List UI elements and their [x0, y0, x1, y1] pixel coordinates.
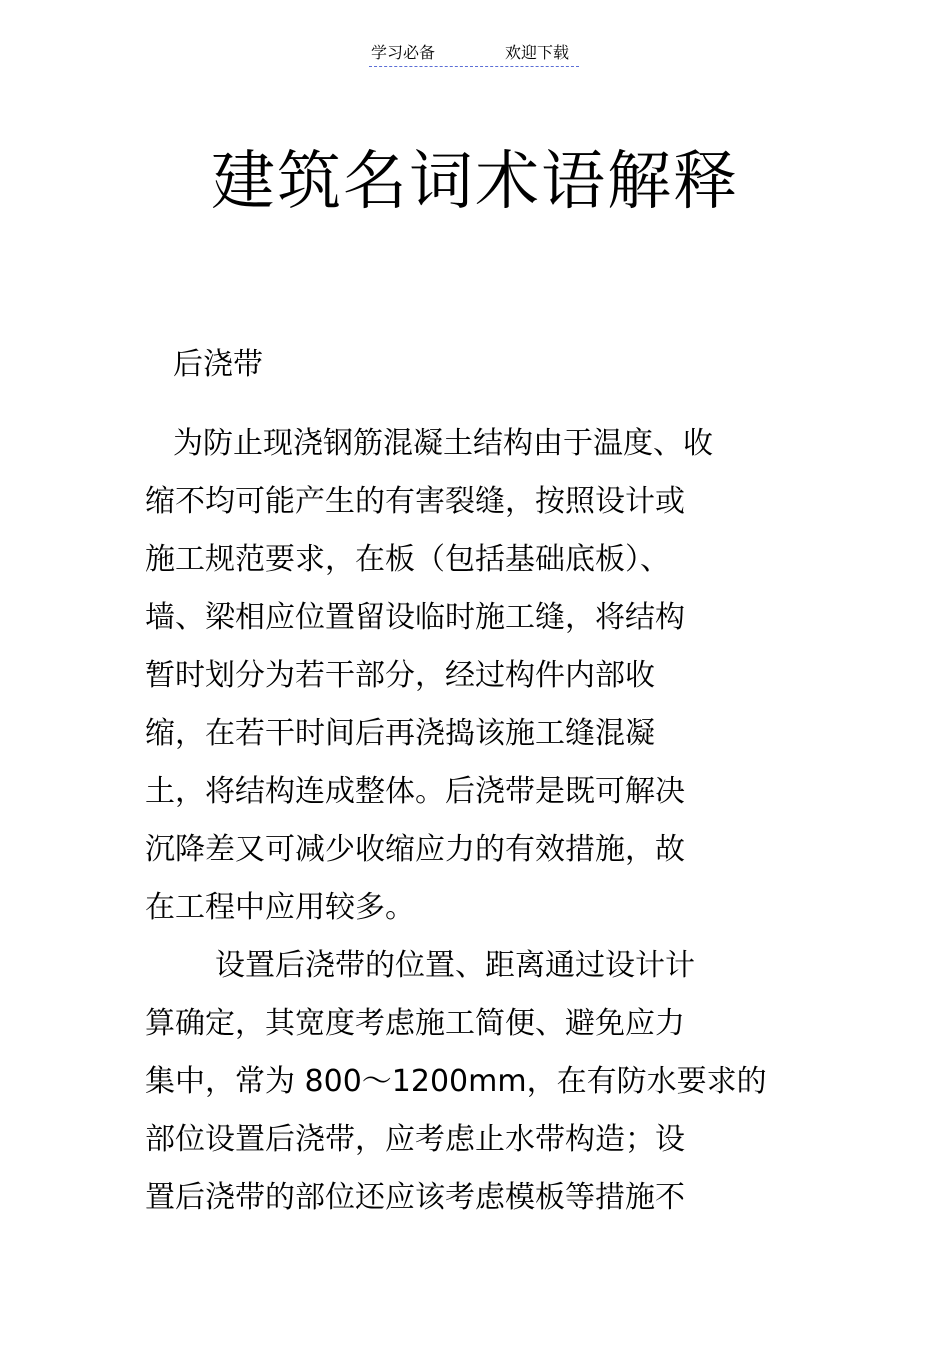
paragraph-line: 在工程中应用较多。	[145, 890, 415, 925]
paragraph-line: 暂时划分为若干部分，经过构件内部收	[145, 658, 655, 693]
header-left-text: 学习必备	[371, 43, 436, 62]
header-right-text: 欢迎下载	[505, 43, 570, 62]
paragraph-line: 为防止现浇钢筋混凝土结构由于温度、收	[173, 426, 713, 461]
paragraph-line: 置后浇带的部位还应该考虑模板等措施不	[145, 1180, 685, 1215]
section-heading: 后浇带	[173, 347, 263, 382]
paragraph-line: 算确定，其宽度考虑施工简便、避免应力	[145, 1006, 685, 1041]
page-header	[369, 42, 579, 67]
paragraph-line: 墙、梁相应位置留设临时施工缝，将结构	[145, 600, 685, 635]
paragraph-line: 施工规范要求，在板（包括基础底板）、	[145, 542, 670, 577]
paragraph-line: 部位设置后浇带，应考虑止水带构造；设	[145, 1122, 685, 1157]
paragraph-line: 土，将结构连成整体。后浇带是既可解决	[145, 774, 685, 809]
document-title: 建筑名词术语解释	[211, 145, 739, 219]
paragraph-line: 缩不均可能产生的有害裂缝，按照设计或	[145, 484, 685, 519]
paragraph-line: 设置后浇带的位置、距离通过设计计	[215, 948, 695, 983]
paragraph-line: 沉降差又可减少收缩应力的有效措施，故	[145, 832, 685, 867]
paragraph-line: 缩，在若干时间后再浇捣该施工缝混凝	[145, 716, 655, 751]
paragraph-line: 集中，常为 800～1200mm，在有防水要求的	[145, 1064, 767, 1099]
